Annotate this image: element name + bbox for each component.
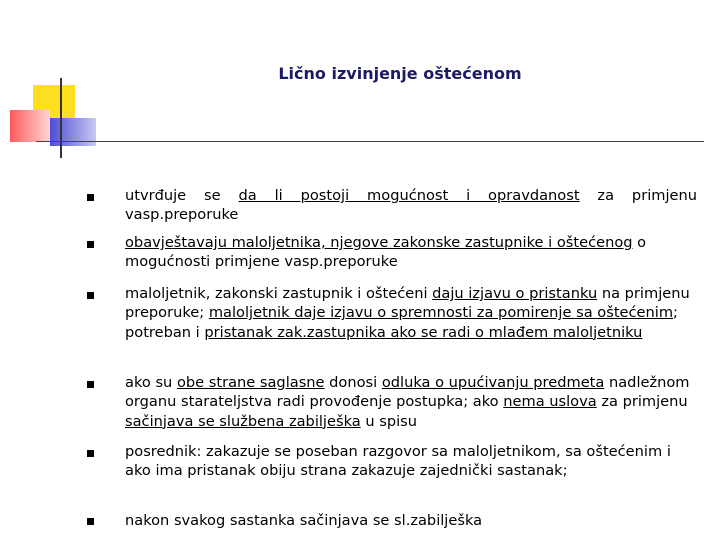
bullet-square-icon [87, 381, 94, 388]
bullet-item-3: maloljetnik, zakonski zastupnik i oštećeni daju izjavu o pristanku na primjenu preporuke; maloljetnik daje izjavu o spremnosti za pomirenje sa oštećenim; potreban i pristanak zak.zastupnika ako se radi o mlađem maloljetniku [125, 285, 690, 341]
bullet-square-icon [87, 241, 94, 248]
bullet-item-4: ako su obe strane saglasne donosi odluka o upućivanju predmeta nadležnom organu starateljstva radi provođenje postupka; ako nema uslova za primjenu sačinjava se službena zabilješka u spisu [125, 374, 690, 430]
bullet-square-icon [87, 292, 94, 299]
bullet-item-6: nakon svakog sastanka sačinjava se sl.zabilješka [125, 512, 483, 529]
bullet-item-1-line1: utvrđuje se da li postoji mogućnost i opravdanost za primjenu [125, 187, 697, 204]
bullet-square-icon [87, 518, 94, 525]
bullet-item-5: posrednik: zakazuje se poseban razgovor sa maloljetnikom, sa oštećenim i ako ima pristanak obiju strana zakazuje zajednički sastanak; [125, 443, 671, 480]
slide-title: Lično izvinjenje oštećenom [278, 64, 522, 83]
bullet-item-1-line2: vasp.preporuke [125, 206, 239, 224]
decor-horizontal-rule [36, 141, 704, 142]
bullet-square-icon [87, 194, 94, 201]
decor-red-square [10, 110, 50, 142]
bullet-square-icon [87, 450, 94, 457]
bullet-item-2: obavještavaju maloljetnika, njegove zakonske zastupnike i oštećenog o mogućnosti primjene vasp.preporuke [125, 234, 647, 271]
decor-vertical-line [60, 78, 62, 158]
bullet-item-1 [125, 186, 697, 225]
